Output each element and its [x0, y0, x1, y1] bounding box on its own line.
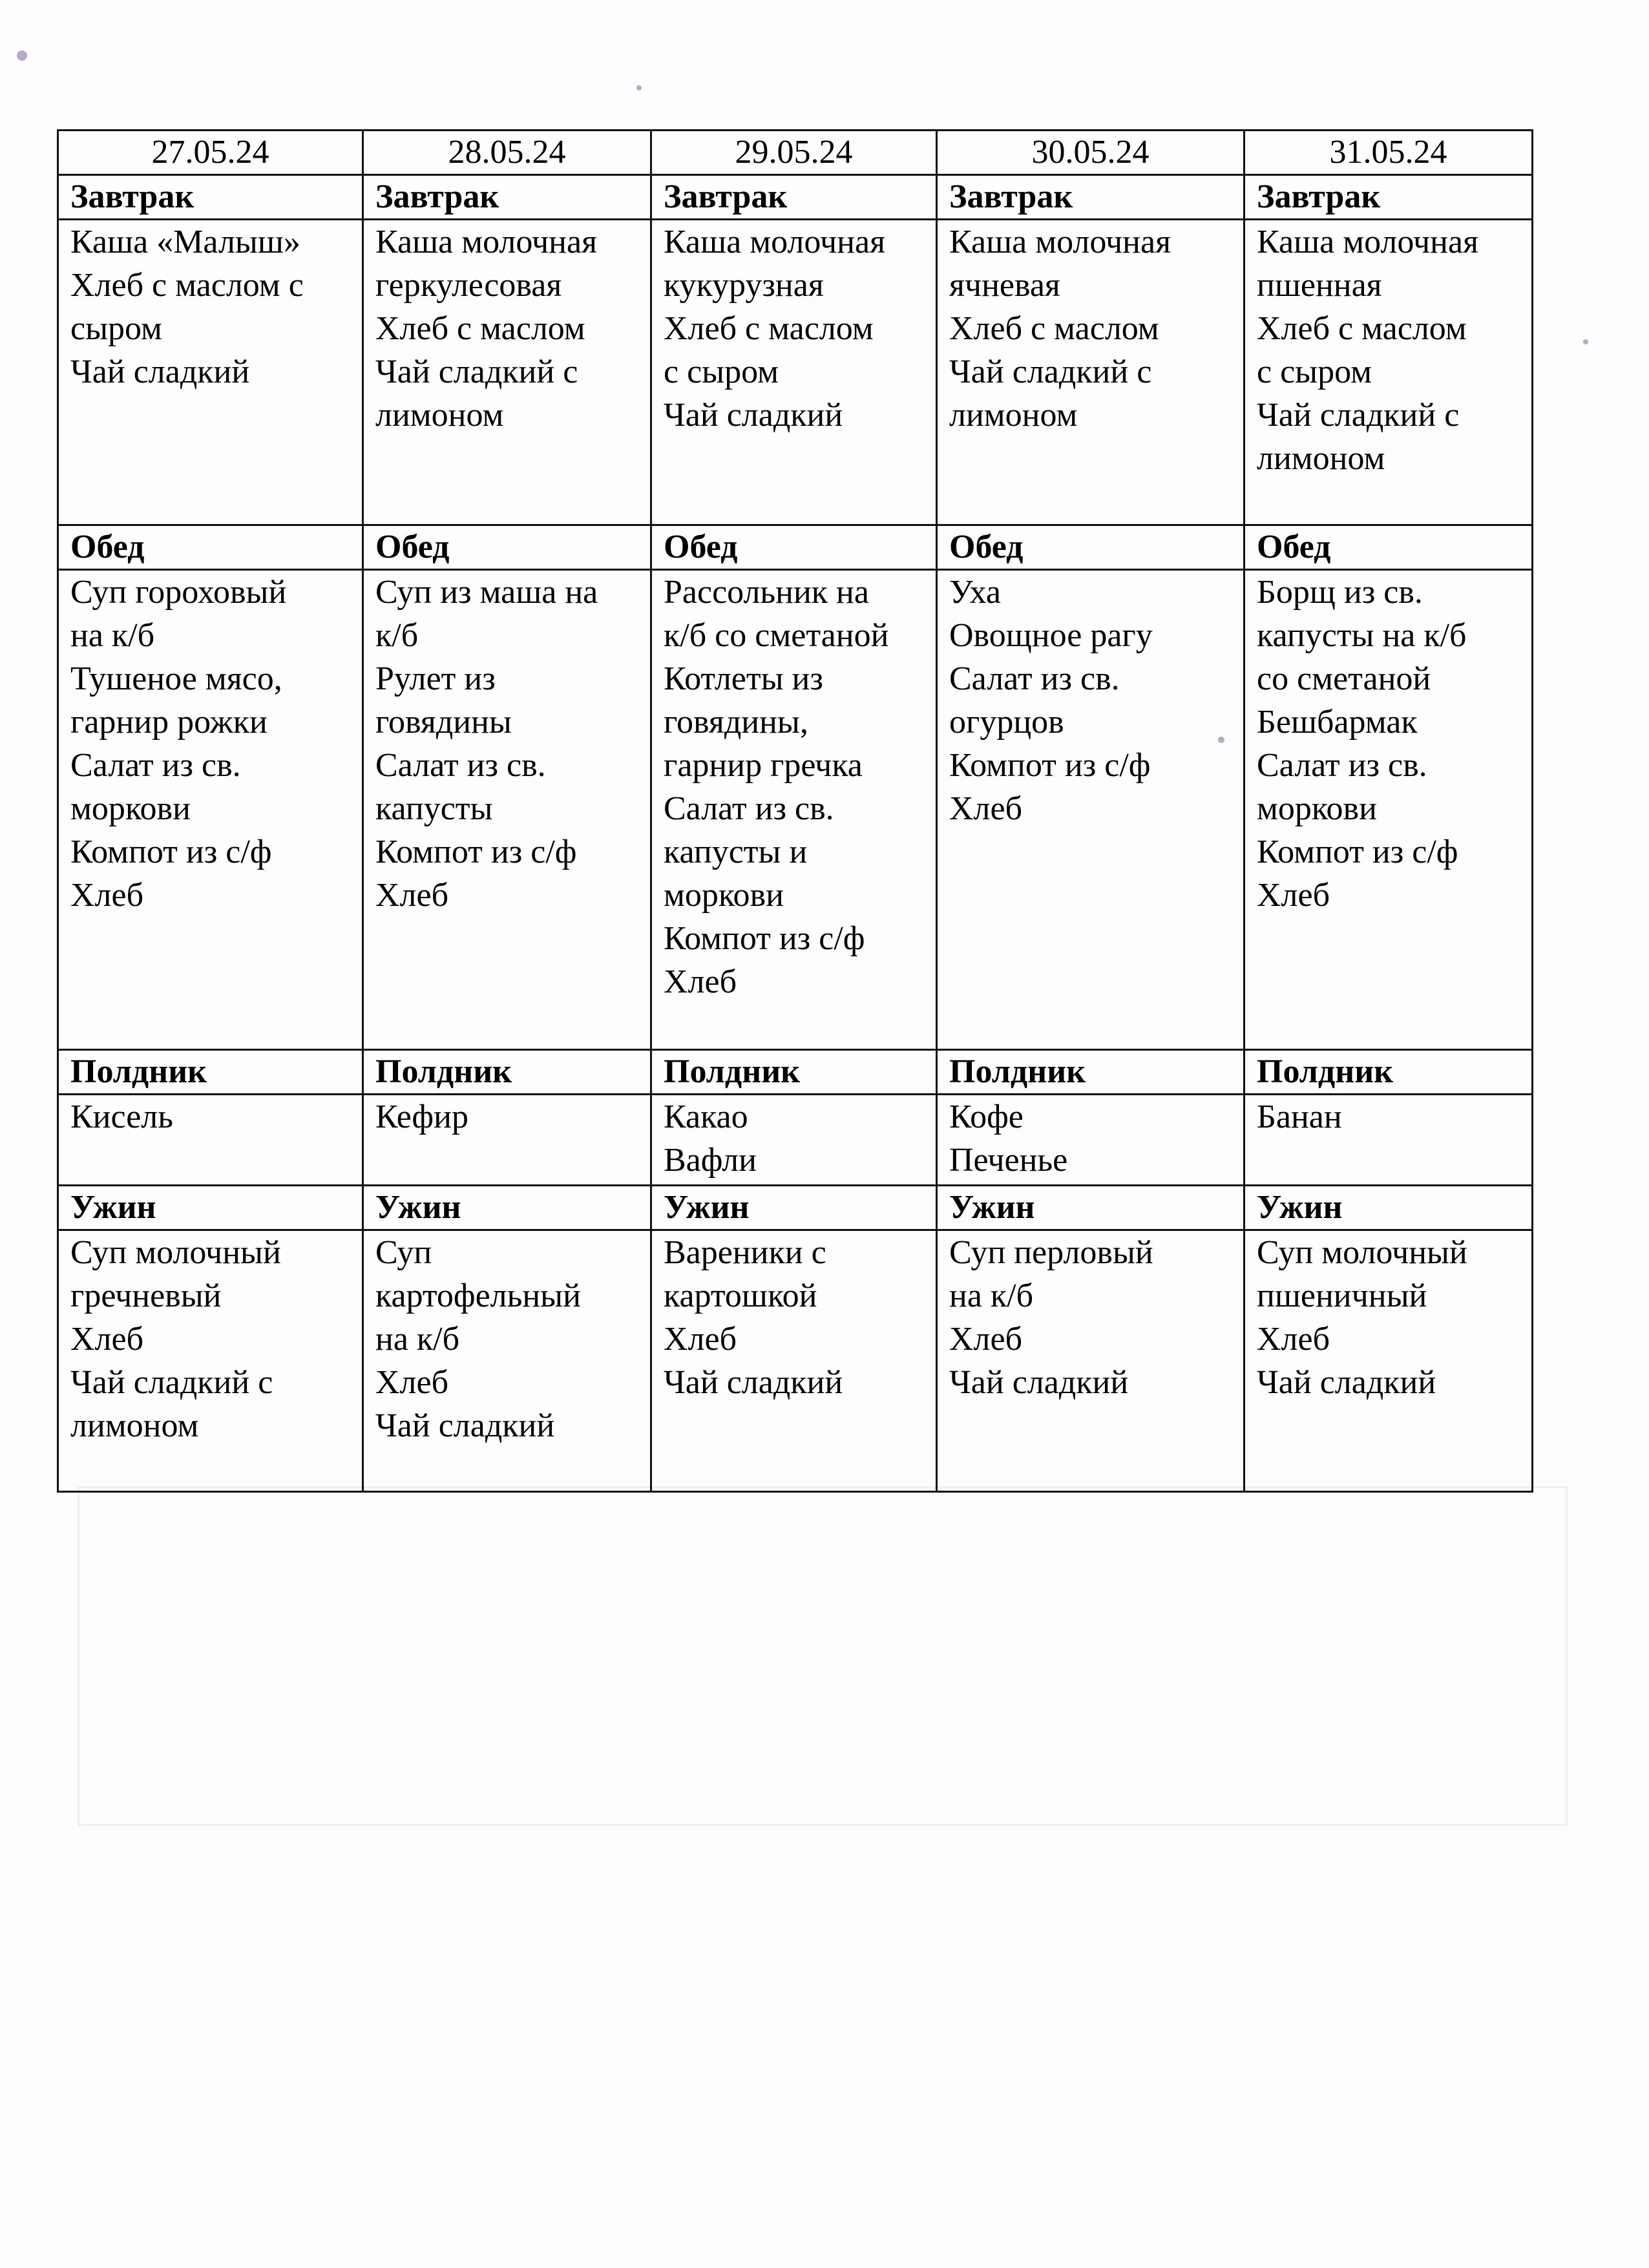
meal-title: Полдник	[58, 1050, 363, 1095]
menu-items-cell	[937, 220, 1245, 525]
scan-speck	[636, 85, 642, 90]
menu-items-text: Суп из маша на к/б Рулет из говядины Салат из св. капусты Компот из с/ф Хлеб	[375, 574, 598, 914]
menu-items-cell	[651, 1095, 937, 1186]
bleed-through-shadow	[78, 1486, 1568, 1826]
menu-items-cell	[58, 1230, 363, 1492]
menu-items-cell	[937, 570, 1245, 1050]
menu-items-text: Суп гороховый на к/б Тушеное мясо, гарнир рожки Салат из св. моркови Компот из с/ф Хлеб	[70, 574, 287, 914]
meal-title: Обед	[651, 525, 937, 570]
menu-items-text: Кефир	[375, 1098, 468, 1135]
snack-items-row	[58, 1095, 1533, 1186]
meal-title: Ужин	[1245, 1186, 1533, 1230]
menu-items-cell	[651, 220, 937, 525]
meal-title: Обед	[1245, 525, 1533, 570]
menu-items-cell	[363, 220, 651, 525]
meal-title: Полдник	[651, 1050, 937, 1095]
menu-items-text: Каша молочная пшенная Хлеб с маслом с сыром Чай сладкий с лимоном	[1257, 224, 1479, 477]
menu-items-text: Каша молочная кукурузная Хлеб с маслом с сыром Чай сладкий	[664, 224, 886, 434]
menu-items-cell	[58, 570, 363, 1050]
lunch-items-row	[58, 570, 1533, 1050]
menu-items-cell	[363, 1230, 651, 1492]
dates-row	[58, 131, 1533, 175]
meal-title: Обед	[363, 525, 651, 570]
snack-title-row	[58, 1050, 1533, 1095]
menu-items-cell	[58, 1095, 363, 1186]
menu-items-cell	[937, 1230, 1245, 1492]
menu-items-text: Вареники с картошкой Хлеб Чай сладкий	[664, 1234, 843, 1401]
date-cell: 30.05.24	[937, 131, 1245, 175]
menu-items-text: Суп перловый на к/б Хлеб Чай сладкий	[949, 1234, 1153, 1401]
meal-title: Обед	[58, 525, 363, 570]
meal-title: Ужин	[651, 1186, 937, 1230]
menu-items-cell	[363, 570, 651, 1050]
meal-title: Полдник	[363, 1050, 651, 1095]
meal-title: Завтрак	[363, 175, 651, 220]
menu-items-cell	[937, 1095, 1245, 1186]
menu-items-text: Суп картофельный на к/б Хлеб Чай сладкий	[375, 1234, 581, 1444]
meal-title: Ужин	[58, 1186, 363, 1230]
scan-speck	[1583, 339, 1588, 344]
menu-items-cell	[363, 1095, 651, 1186]
menu-items-text: Банан	[1257, 1098, 1342, 1135]
menu-items-text: Рассольник на к/б со сметаной Котлеты из говядины, гарнир гречка Салат из св. капусты и моркови Компот из с/ф Хлеб	[664, 574, 889, 1000]
menu-items-text: Суп молочный пшеничный Хлеб Чай сладкий	[1257, 1234, 1467, 1401]
weekly-menu-table	[57, 129, 1533, 1493]
menu-items-cell	[58, 220, 363, 525]
meal-title: Ужин	[937, 1186, 1245, 1230]
breakfast-title-row	[58, 175, 1533, 220]
menu-items-text: Кофе Печенье	[949, 1098, 1068, 1179]
menu-items-text: Каша молочная ячневая Хлеб с маслом Чай сладкий с лимоном	[949, 224, 1171, 434]
menu-items-text: Суп молочный гречневый Хлеб Чай сладкий с лимоном	[70, 1234, 281, 1444]
lunch-title-row	[58, 525, 1533, 570]
menu-items-cell	[1245, 1095, 1533, 1186]
meal-title: Завтрак	[937, 175, 1245, 220]
dinner-title-row	[58, 1186, 1533, 1230]
menu-items-text: Какао Вафли	[664, 1098, 757, 1179]
menu-items-cell	[1245, 220, 1533, 525]
meal-title: Завтрак	[58, 175, 363, 220]
menu-items-text: Кисель	[70, 1098, 173, 1135]
meal-title: Ужин	[363, 1186, 651, 1230]
meal-title: Завтрак	[1245, 175, 1533, 220]
menu-items-cell	[1245, 1230, 1533, 1492]
meal-title: Полдник	[1245, 1050, 1533, 1095]
date-cell: 27.05.24	[58, 131, 363, 175]
menu-items-text: Уха Овощное рагу Салат из св. огурцов Компот из с/ф Хлеб	[949, 574, 1153, 827]
menu-items-cell	[1245, 570, 1533, 1050]
menu-items-text: Каша молочная геркулесовая Хлеб с маслом Чай сладкий с лимоном	[375, 224, 598, 434]
meal-title: Полдник	[937, 1050, 1245, 1095]
menu-items-cell	[651, 570, 937, 1050]
scan-speck	[17, 50, 27, 61]
dinner-items-row	[58, 1230, 1533, 1492]
date-cell: 31.05.24	[1245, 131, 1533, 175]
meal-title: Завтрак	[651, 175, 937, 220]
menu-items-text: Каша «Малыш» Хлеб с маслом с сыром Чай сладкий	[70, 224, 304, 390]
date-cell: 28.05.24	[363, 131, 651, 175]
breakfast-items-row	[58, 220, 1533, 525]
meal-title: Обед	[937, 525, 1245, 570]
menu-items-text: Борщ из св. капусты на к/б со сметаной Бешбармак Салат из св. моркови Компот из с/ф Хлеб	[1257, 574, 1467, 914]
menu-items-cell	[651, 1230, 937, 1492]
date-cell: 29.05.24	[651, 131, 937, 175]
